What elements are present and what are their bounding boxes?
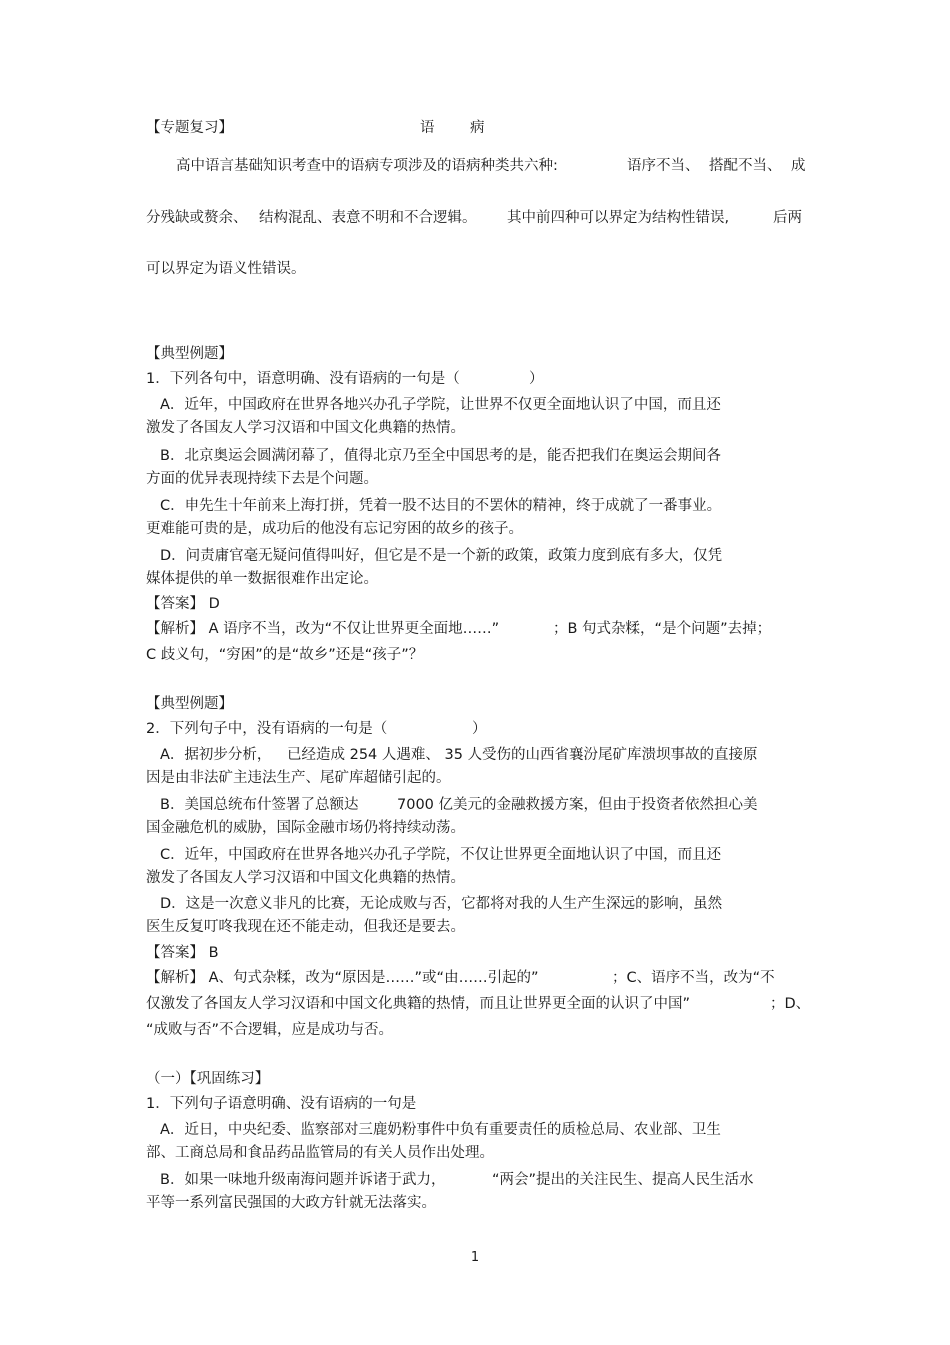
example-2-heading: 【典型例题】: [146, 696, 233, 712]
example-2-option-b-line-2: 国金融危机的威胁，国际金融市场仍将持续动荡。: [146, 820, 465, 836]
example-2-option-a-line-1a: A．据初步分析，: [160, 747, 272, 763]
example-1-option-a-line-1: A．近年，中国政府在世界各地兴办孔子学院，让世界不仅更全面地认识了中国，而且还: [160, 397, 721, 413]
example-2-option-b-line-1b: 7000 亿美元的金融救援方案，但由于投资者依然担心美: [397, 797, 758, 813]
example-1-answer: 【答案】 D: [146, 596, 220, 612]
example-2-answer: 【答案】 B: [146, 945, 219, 961]
example-2-analysis-line-1a: 【解析】 A、句式杂糅，改为“原因是……”或“由……引起的”: [146, 970, 539, 986]
example-1-question: 1．下列各句中，语意明确、没有语病的一句是（: [146, 371, 460, 387]
intro-line-3: 可以界定为语义性错误。: [146, 261, 306, 277]
section-tag: 【专题复习】: [146, 120, 233, 136]
example-1-option-d-line-1: D．问责庸官毫无疑问值得叫好，但它是不是一个新的政策，政策力度到底有多大，仅凭: [160, 548, 723, 564]
example-2-option-c-line-2: 激发了各国友人学习汉语和中国文化典籍的热情。: [146, 870, 465, 886]
example-2-option-a-line-1b: 已经造成 254 人遇难、 35 人受伤的山西省襄汾尾矿库溃坝事故的直接原: [287, 747, 758, 763]
practice-option-b-line-1a: B．如果一味地升级南海问题并诉诸于武力，: [160, 1172, 446, 1188]
example-2-analysis-line-2a: 仅激发了各国友人学习汉语和中国文化典籍的热情，而且让世界更全面的认识了中国”: [146, 996, 691, 1012]
intro-line-2c: 其中前四种可以界定为结构性错误,: [507, 210, 730, 226]
title-char-1: 语: [420, 120, 435, 136]
practice-option-b-line-2: 平等一系列富民强国的大政方针就无法落实。: [146, 1195, 436, 1211]
example-2-option-d-line-2: 医生反复叮咚我现在还不能走动，但我还是要去。: [146, 919, 465, 935]
intro-line-1d: 成: [791, 158, 806, 174]
example-1-analysis-line-2: C 歧义句，“穷困”的是“故乡”还是“孩子”？: [146, 647, 424, 663]
example-2-option-d-line-1: D．这是一次意义非凡的比赛，无论成败与否，它都将对我的人生产生深远的影响，虽然: [160, 896, 723, 912]
title-char-2: 病: [470, 120, 485, 136]
practice-question: 1．下列句子语意明确、没有语病的一句是: [146, 1096, 417, 1112]
example-2-analysis-line-1b: ；C、语序不当，改为“不: [612, 970, 775, 986]
practice-option-b-line-1b: “两会”提出的关注民生、提高人民生活水: [492, 1172, 754, 1188]
page-number: 1: [470, 1250, 480, 1265]
example-1-question-close: ）: [529, 371, 544, 387]
intro-line-1b: 语序不当、: [627, 158, 700, 174]
intro-line-2a: 分残缺或赘余、: [146, 210, 248, 226]
practice-heading: （一）【巩固练习】: [146, 1071, 270, 1087]
intro-line-2b: 结构混乱、表意不明和不合逻辑。: [259, 210, 477, 226]
intro-line-2d: 后两: [773, 210, 802, 226]
example-2-option-b-line-1a: B．美国总统布什签署了总额达: [160, 797, 359, 813]
example-2-question-close: ）: [472, 721, 487, 737]
example-2-option-a-line-2: 因是由非法矿主违法生产、尾矿库超储引起的。: [146, 770, 451, 786]
example-1-option-c-line-1: C．申先生十年前来上海打拼，凭着一股不达目的不罢休的精神，终于成就了一番事业。: [160, 498, 722, 514]
example-2-option-c-line-1: C．近年，中国政府在世界各地兴办孔子学院，不仅让世界更全面地认识了中国，而且还: [160, 847, 722, 863]
example-2-question: 2．下列句子中，没有语病的一句是（: [146, 721, 388, 737]
example-1-heading: 【典型例题】: [146, 346, 233, 362]
practice-option-a-line-1: A．近日，中央纪委、监察部对三鹿奶粉事件中负有重要责任的质检总局、农业部、卫生: [160, 1122, 721, 1138]
intro-line-1a: 高中语言基础知识考查中的语病专项涉及的语病种类共六种:: [176, 158, 558, 174]
example-2-analysis-line-3: “成败与否”不合逻辑，应是成功与否。: [146, 1022, 394, 1038]
example-1-option-b-line-1: B．北京奥运会圆满闭幕了，值得北京乃至全中国思考的是，能否把我们在奥运会期间各: [160, 448, 721, 464]
example-1-option-d-line-2: 媒体提供的单一数据很难作出定论。: [146, 571, 378, 587]
example-1-analysis-line-1a: 【解析】 A 语序不当，改为“不仅让世界更全面地……”: [146, 621, 500, 637]
example-1-option-c-line-2: 更难能可贵的是，成功后的他没有忘记穷困的故乡的孩子。: [146, 521, 523, 537]
practice-option-a-line-2: 部、工商总局和食品药品监管局的有关人员作出处理。: [146, 1145, 494, 1161]
intro-line-1c: 搭配不当、: [709, 158, 782, 174]
example-1-option-a-line-2: 激发了各国友人学习汉语和中国文化典籍的热情。: [146, 420, 465, 436]
example-1-analysis-line-1b: ；B 句式杂糅，“是个问题”去掉；: [553, 621, 772, 637]
example-1-option-b-line-2: 方面的优异表现持续下去是个问题。: [146, 471, 378, 487]
example-2-analysis-line-2b: ；D、: [770, 996, 811, 1012]
